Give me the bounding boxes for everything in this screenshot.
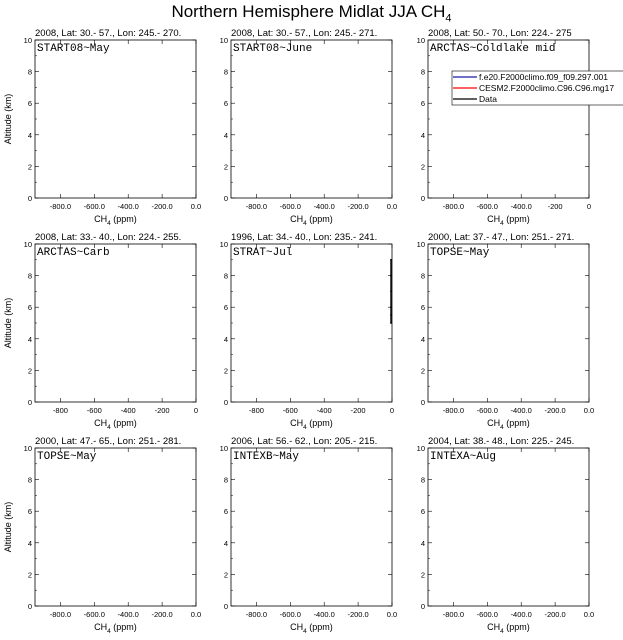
x-tick-label: -200.0 [151, 610, 173, 619]
x-axis-label-main: CH [290, 418, 304, 428]
x-tick-label: -400.0 [510, 406, 532, 415]
x-tick-label: -200 [350, 406, 366, 415]
series-point [390, 314, 392, 316]
series-point [390, 306, 392, 308]
y-axis-label: Altitude (km) [3, 501, 13, 553]
x-axis-label-unit: (ppm) [110, 214, 137, 224]
y-tick-label: 4 [223, 538, 228, 548]
plot-frame [35, 40, 196, 198]
x-tick-label: -800.0 [49, 610, 72, 619]
y-tick-label: 2 [420, 366, 425, 376]
legend [452, 71, 623, 105]
x-tick-label: -600.0 [83, 202, 105, 211]
panel-label: ARCTAS~Carb [37, 247, 110, 259]
series-point [390, 291, 392, 293]
y-tick-label: 6 [223, 303, 228, 313]
x-axis-label [487, 214, 530, 227]
y-tick-label: 4 [223, 334, 228, 344]
x-tick-label: -200 [154, 406, 170, 415]
x-axis-label-main: CH [94, 418, 108, 428]
x-tick-label: -200.0 [347, 202, 369, 211]
y-tick-label: 6 [420, 99, 425, 109]
x-tick-label: -400 [120, 406, 136, 415]
x-tick-label: -400 [316, 406, 332, 415]
plot-frame [231, 448, 392, 606]
x-axis-label-main: CH [487, 418, 501, 428]
figure-title-main: Northern Hemisphere Midlat JJA CH [171, 2, 446, 21]
y-tick-label: 8 [420, 475, 425, 485]
panel-8 [220, 436, 398, 635]
panel-label: START08~May [37, 43, 110, 55]
y-tick-label: 0 [223, 602, 228, 611]
y-tick-label: 2 [27, 570, 32, 580]
x-axis-label-subscript: 4 [107, 424, 111, 431]
panel-label: INTEXA~Aug [430, 451, 497, 463]
x-tick-label: -200.0 [544, 406, 566, 415]
x-axis-label [94, 418, 137, 431]
panel-title: 2008, Lat: 50.- 70., Lon: 224.- 275 [428, 28, 572, 39]
y-tick-label: 4 [420, 334, 425, 344]
x-tick-label: -400.0 [117, 610, 139, 619]
y-tick-label: 6 [27, 507, 32, 517]
x-tick-label: -200.0 [544, 610, 566, 619]
x-axis-label-subscript: 4 [303, 628, 307, 635]
y-tick-label: 0 [27, 398, 32, 407]
y-tick-label: 2 [420, 162, 425, 172]
y-tick-label: 6 [223, 507, 228, 517]
panel-title: 2000, Lat: 37.- 47., Lon: 251.- 271. [428, 232, 575, 243]
panel-5 [220, 232, 394, 431]
figure-title-subscript: 4 [445, 12, 452, 25]
y-tick-label: 4 [223, 130, 228, 140]
y-axis-label: Altitude (km) [3, 93, 13, 145]
x-tick-label: -600.0 [476, 406, 498, 415]
x-axis-label-unit: (ppm) [306, 622, 333, 632]
x-axis-label [487, 622, 530, 635]
panel-6 [417, 232, 595, 431]
y-tick-label: 0 [223, 398, 228, 407]
x-axis-label-unit: (ppm) [110, 418, 137, 428]
plot-frame [35, 244, 196, 402]
x-tick-label: -400.0 [117, 202, 139, 211]
y-tick-label: 6 [420, 507, 425, 517]
panel-label: STRAT~Jul [233, 247, 293, 259]
x-tick-label: -800.0 [442, 610, 465, 619]
x-axis-label-unit: (ppm) [503, 214, 530, 224]
y-tick-label: 8 [27, 475, 32, 485]
plot-frame [231, 244, 392, 402]
x-axis-label-unit: (ppm) [306, 418, 333, 428]
x-tick-label: -400.0 [510, 202, 532, 211]
x-axis-label [290, 622, 333, 635]
series-point [390, 259, 392, 261]
x-axis-label-subscript: 4 [500, 628, 504, 635]
y-tick-label: 4 [420, 538, 425, 548]
x-tick-label: -800.0 [442, 406, 465, 415]
x-tick-label: -400.0 [313, 202, 335, 211]
x-axis-label-unit: (ppm) [503, 418, 530, 428]
panel-title: 2006, Lat: 56.- 62., Lon: 205.- 215. [231, 436, 378, 447]
y-tick-label: 2 [27, 162, 32, 172]
x-axis-label [487, 418, 530, 431]
plot-frame [428, 448, 589, 606]
y-tick-label: 2 [223, 570, 228, 580]
legend-label: CESM2.F2000climo.C96.C96.mg17 [479, 83, 615, 93]
x-axis-label-main: CH [94, 214, 108, 224]
x-axis-label-subscript: 4 [107, 220, 111, 227]
x-axis-label-main: CH [487, 214, 501, 224]
legend-label: Data [479, 94, 497, 104]
x-tick-label: 0 [586, 202, 592, 211]
x-axis-label-unit: (ppm) [110, 622, 137, 632]
x-axis-label [94, 214, 137, 227]
x-axis-label-main: CH [487, 622, 501, 632]
x-axis-label-main: CH [290, 622, 304, 632]
plot-frame [428, 244, 589, 402]
panel-4 [3, 232, 198, 431]
x-tick-label: -800.0 [245, 610, 268, 619]
x-axis-label-unit: (ppm) [306, 214, 333, 224]
y-tick-label: 4 [420, 130, 425, 140]
x-tick-label: -800 [52, 406, 68, 415]
y-tick-label: 8 [27, 271, 32, 281]
x-axis-label-subscript: 4 [303, 220, 307, 227]
x-axis-label-main: CH [94, 622, 108, 632]
x-axis-label-main: CH [290, 214, 304, 224]
x-tick-label: 0.0 [386, 202, 398, 211]
panel-title: 2008, Lat: 33.- 40., Lon: 224.- 255. [35, 232, 182, 243]
series-point [390, 275, 392, 277]
x-tick-label: 0 [193, 406, 199, 415]
y-tick-label: 6 [420, 303, 425, 313]
y-tick-label: 10 [416, 36, 425, 45]
x-tick-label: -800 [248, 406, 264, 415]
y-tick-label: 10 [23, 240, 32, 249]
panel-3 [417, 28, 623, 227]
y-tick-label: 8 [27, 67, 32, 77]
x-axis-label-subscript: 4 [303, 424, 307, 431]
legend-label: f.e20.F2000climo.f09_f09.297.001 [479, 72, 609, 82]
x-axis-label-subscript: 4 [500, 424, 504, 431]
x-tick-label: 0 [389, 406, 395, 415]
panel-label: START08~June [233, 43, 313, 55]
y-tick-label: 0 [223, 194, 228, 203]
x-axis-label-subscript: 4 [500, 220, 504, 227]
x-axis-label [290, 418, 333, 431]
x-tick-label: -600.0 [279, 610, 301, 619]
y-tick-label: 10 [416, 240, 425, 249]
series-point [390, 322, 392, 324]
y-tick-label: 4 [27, 130, 32, 140]
y-tick-label: 2 [27, 366, 32, 376]
panel-label: TOPSE~May [430, 247, 490, 259]
panel-label: ARCTAS~Coldlake mid [430, 43, 556, 55]
y-tick-label: 10 [416, 444, 425, 453]
x-axis-label-unit: (ppm) [503, 622, 530, 632]
y-tick-label: 10 [219, 444, 228, 453]
x-tick-label: -600.0 [83, 610, 105, 619]
y-tick-label: 10 [219, 36, 228, 45]
x-tick-label: 0.0 [190, 610, 202, 619]
y-tick-label: 8 [420, 67, 425, 77]
panel-9 [417, 436, 595, 635]
y-tick-label: 0 [420, 194, 425, 203]
y-tick-label: 2 [223, 162, 228, 172]
x-tick-label: -600 [86, 406, 102, 415]
x-tick-label: -800.0 [442, 202, 465, 211]
plot-frame [231, 40, 392, 198]
x-axis-label [290, 214, 333, 227]
x-tick-label: -400.0 [313, 610, 335, 619]
x-axis-label-subscript: 4 [107, 628, 111, 635]
x-tick-label: 0.0 [583, 610, 595, 619]
x-tick-label: -600.0 [279, 202, 301, 211]
x-axis-label [94, 622, 137, 635]
x-tick-label: -800.0 [49, 202, 72, 211]
y-tick-label: 0 [420, 602, 425, 611]
y-tick-label: 10 [23, 36, 32, 45]
x-tick-label: -200.0 [347, 610, 369, 619]
panel-title: 2004, Lat: 38.- 48., Lon: 225.- 245. [428, 436, 575, 447]
y-tick-label: 0 [27, 602, 32, 611]
x-tick-label: -600 [282, 406, 298, 415]
y-tick-label: 8 [223, 475, 228, 485]
y-tick-label: 0 [27, 194, 32, 203]
x-tick-label: 0.0 [386, 610, 398, 619]
x-tick-label: -200 [547, 202, 563, 211]
y-tick-label: 8 [223, 271, 228, 281]
y-tick-label: 10 [23, 444, 32, 453]
x-tick-label: -600.0 [476, 202, 498, 211]
y-tick-label: 6 [223, 99, 228, 109]
plot-frame [428, 40, 589, 198]
y-tick-label: 6 [27, 99, 32, 109]
x-tick-label: 0.0 [583, 406, 595, 415]
y-tick-label: 2 [223, 366, 228, 376]
x-tick-label: -400.0 [510, 610, 532, 619]
y-tick-label: 6 [27, 303, 32, 313]
x-tick-label: 0.0 [190, 202, 202, 211]
y-axis-label: Altitude (km) [3, 297, 13, 349]
y-tick-label: 2 [420, 570, 425, 580]
y-tick-label: 10 [219, 240, 228, 249]
y-tick-label: 4 [27, 334, 32, 344]
panel-title: 2008, Lat: 30.- 57., Lon: 245.- 270. [35, 28, 182, 39]
y-tick-label: 8 [420, 271, 425, 281]
panel-1 [3, 28, 201, 227]
panel-7 [3, 436, 201, 635]
panel-title: 2008, Lat: 30.- 57., Lon: 245.- 271. [231, 28, 378, 39]
plot-frame [35, 448, 196, 606]
x-tick-label: -200.0 [151, 202, 173, 211]
x-tick-label: -800.0 [245, 202, 268, 211]
panel-title: 1996, Lat: 34.- 40., Lon: 235.- 241. [231, 232, 378, 243]
y-tick-label: 4 [27, 538, 32, 548]
panel-2 [220, 28, 398, 227]
y-tick-label: 0 [420, 398, 425, 407]
panel-label: INTEXB~May [233, 451, 300, 463]
x-tick-label: -600.0 [476, 610, 498, 619]
panel-label: TOPSE~May [37, 451, 97, 463]
panel-title: 2000, Lat: 47.- 65., Lon: 251.- 281. [35, 436, 182, 447]
y-tick-label: 8 [223, 67, 228, 77]
